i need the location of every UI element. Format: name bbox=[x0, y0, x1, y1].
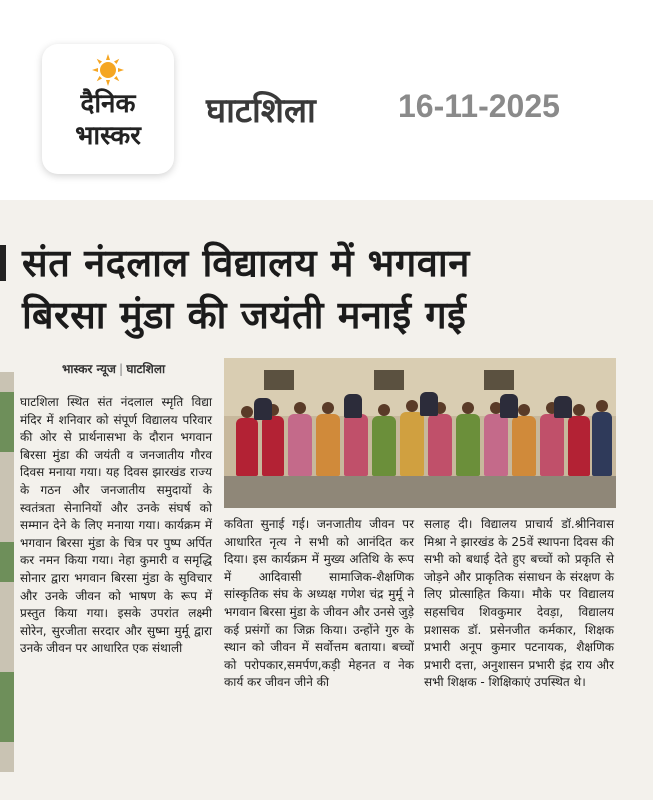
article-text: घाटशिला स्थित संत नंदलाल स्मृति विद्या मंदिर में शनिवार को संपूर्ण विद्यालय परिवार की ओर से प्रार्थनासभा के दौरान भगवान बिरसा मुंडा की जयंती व जनजातीय गौरव दिवस मनाया गया। यह दिवस झारखंड राज्य के गठन और जनजातीय समुदायों के स्वतंत्रता सेनानियों और उनके संघर्ष को सम्मान देने के लिए मनाया गया। कार्यक्रम में भगवान बिरसा मुंडा के चित्र पर पुष्प अर्पित कर नमन किया गया। नेहा कुमारी व समृद्धि सोनार द्वारा भगवान बिरसा मुंडा के सुविचार और उनके जीवन को भाषण के रूप में प्रस्तुत किया गया। इसके उपरांत लक्ष्मी सोरेन, सुरजीता सरदार और सुष्मा मुर्मू द्वारा उनके जीवन पर आधारित एक संथाली bbox=[20, 395, 212, 656]
article-text: सलाह दी। विद्यालय प्राचार्य डॉ.श्रीनिवास मिश्रा ने झारखंड के 25वें स्थापना दिवस की सभी को बधाई देते हुए बच्चों को प्रकृति से जोड़ने और प्राकृतिक संसाधन के संरक्षण के लिए प्रोत्साहित किया। मौके पर विद्यालय सहसचिव शिवकुमार देवड़ा, विद्यालय प्रशासक डॉ. प्रसेनजीत कर्मकार, शिक्षक प्रभारी अनूप कुमार पटनायक, शैक्षणिक प्रभारी दत्ता, अनुशासन प्रभारी इंद्र राय और सभी शिक्षक - शिक्षिकाएं उपस्थित थे। bbox=[424, 517, 614, 690]
edition-place: घाटशिला bbox=[206, 91, 316, 131]
logo-line-1: दैनिक bbox=[80, 89, 136, 119]
headline-line-2: बिरसा मुंडा की जयंती मनाई गई bbox=[22, 293, 467, 337]
article-column-2 bbox=[224, 516, 414, 692]
margin-mark bbox=[0, 245, 6, 281]
group-photo bbox=[224, 358, 616, 508]
page-header bbox=[0, 0, 653, 200]
byline-place: घाटशिला bbox=[126, 362, 166, 376]
sun-icon bbox=[92, 54, 124, 86]
article-text: कविता सुनाई गई। जनजातीय जीवन पर आधारित नृत्य ने सभी को आनंदित कर दिया। इस कार्यक्रम में मुख्य अतिथि के रूप में आदिवासी सामाजिक-शैक्षणिक सांस्कृतिक संघ के अध्यक्ष गणेश चंद्र मुर्मू ने भगवान बिरसा मुंडा के जीवन और उनसे जुड़े कई प्रसंगों का जिक्र किया। उन्होंने गुरु के स्थान को जीवन में सर्वोत्तम बताया। बच्चों को परोपकार,समर्पण,कड़ी मेहनत व नेक कार्य कर जीवन जीने की bbox=[224, 517, 414, 690]
headline-line-1: संत नंदलाल विद्यालय में भगवान bbox=[22, 241, 470, 285]
adjacent-clipping-strip bbox=[0, 372, 14, 772]
dainik-bhaskar-logo[interactable] bbox=[42, 44, 174, 174]
logo-line-2: भास्कर bbox=[75, 121, 141, 151]
article-column-1 bbox=[20, 394, 212, 658]
byline: भास्कर न्यूज | घाटशिला bbox=[62, 362, 166, 376]
clipping-bottom-edge bbox=[0, 786, 653, 800]
byline-source: भास्कर न्यूज bbox=[62, 362, 116, 376]
edition-date: 16-11-2025 bbox=[398, 88, 560, 124]
article-column-3 bbox=[424, 516, 614, 692]
